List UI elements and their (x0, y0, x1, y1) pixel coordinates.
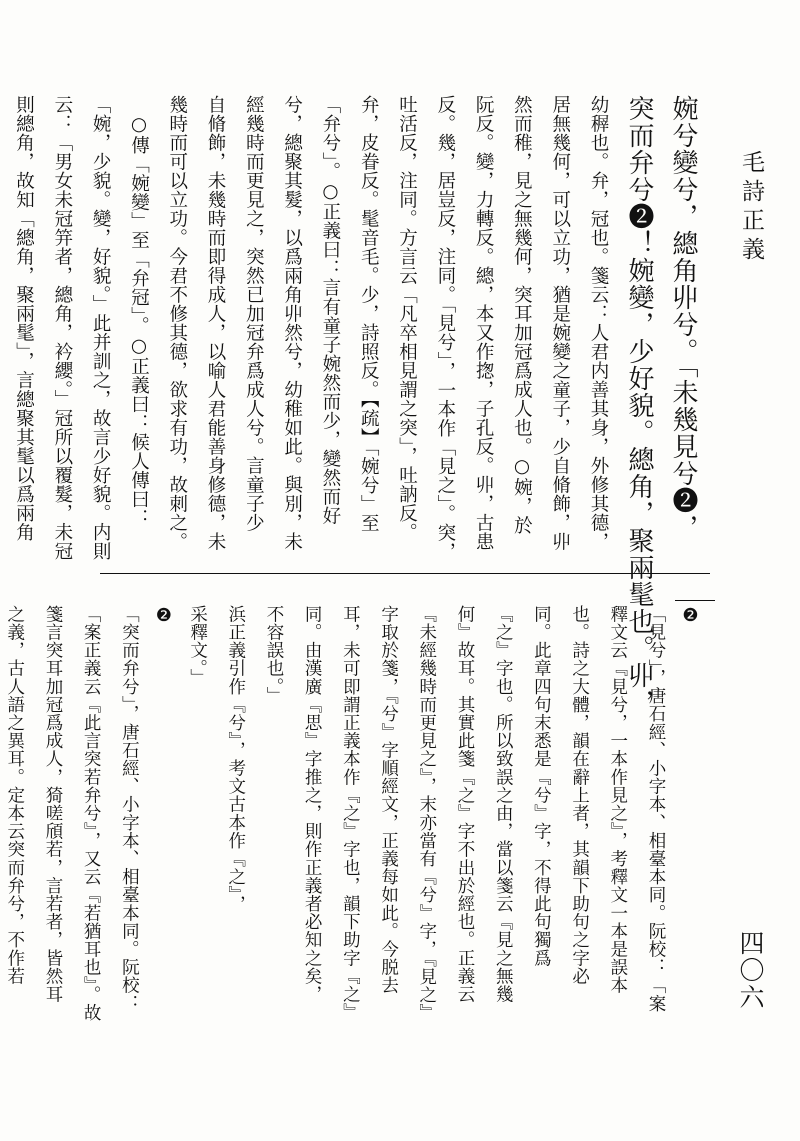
main-text-column: 幼稺也。弁，冠也。箋云：人君内善其身，外修其德， (588, 95, 609, 551)
note-column: ❷ (153, 605, 175, 627)
margin-divider (675, 600, 715, 601)
note-column: 同。由漢廣『思』字推之，則作正義者必知之矣， (302, 605, 323, 1004)
note-column: 箋言突耳加冠爲成人，猗嗟頎若，言若者，皆然耳 (42, 605, 63, 1004)
section-divider (100, 573, 710, 574)
main-text-column: 突而弁兮❷！婉變，少好貌。總角，聚兩髦也。丱， (624, 95, 654, 716)
note-column: 「突而弁兮」，唐石經、小字本、相臺本同。阮校： (119, 605, 140, 1013)
main-text-column: 然而稚，見之無幾何，突耳加冠爲成人也。○婉，於 (511, 95, 533, 535)
main-text-column: 「弁兮」。○正義曰：言有童子婉然而少，變然而好 (319, 95, 341, 526)
main-text-column: 吐活反，注同。方言云「凡卒相見謂之突」，吐訥反。 (396, 95, 418, 542)
note-column: ❷ (680, 605, 701, 627)
note-column: 「見兮」，唐石經、小字本、相臺本同。阮校：「案 (646, 605, 666, 1013)
main-text-column: ○傳「婉變」至「弁冠」。○正義曰：候人傳曰： (128, 113, 150, 528)
note-column: 『之』字也。所以致誤之由，當以箋云『見之無幾 (493, 605, 514, 1004)
note-column: 釋文云『見兮，一本作見之』，考釋文一本是誤本 (607, 605, 628, 995)
main-text-column: 云：「男女未冠笄者，總角，衿纓。」冠所以覆髮，未冠 (51, 95, 73, 561)
note-column: 浜正義引作『兮』，考文古本作『之』， (225, 605, 246, 914)
note-column: 「案正義云『此言突若弁兮』，又云『若猶耳也』。故 (81, 605, 102, 1022)
note-column: 之義，古人語之異耳。定本云突而弁兮，不作若 (4, 605, 25, 986)
note-column: 采釋文。」 (187, 605, 208, 687)
main-text-column: 經幾時而更見之，突然已加冠弁爲成人兮。言童子少 (243, 95, 265, 532)
note-column: 同。此章四句末悉是『兮』字，不得此句獨爲 (531, 605, 552, 967)
main-text-column: 弁，皮眷反。髦音毛。少，詩照反。【疏】「婉兮」至 (358, 95, 380, 533)
note-column: 何』故耳。其實此箋『之』字不出於經也。正義云 (454, 605, 475, 1004)
main-text-column: 阮反。變，力轉反。總，本又作揔，子孔反。丱，古患 (473, 95, 495, 551)
main-text-column (0, 95, 4, 563)
main-text-column: 反。幾，居豈反，注同。「見兮」，一本作「見之」。突， (434, 95, 456, 562)
main-text-column: 婉兮變兮，總角丱兮。「未幾見兮❷， (668, 95, 698, 541)
main-text-column: 幾時而可以立功。今君不修其德，欲求有功，故刺之。 (166, 95, 188, 551)
page-number: 四〇六 (736, 930, 765, 1011)
note-column: 也。詩之大體，韻在辭上者，其韻下助句之字必 (569, 605, 590, 986)
main-text-column: 則總角，故知「總角，聚兩髦」，言總聚其髦以爲兩角 (13, 95, 35, 542)
main-text-column: 自脩飾，未幾時而即得成人，以喻人君能善身修德，未 (205, 95, 227, 551)
main-text-column: 兮，總聚其髮，以爲兩角丱然兮，幼稚如此。與別，未 (281, 95, 303, 551)
main-text-column: 居無幾何，可以立功，猶是婉變之童子，少自脩飾，丱 (549, 95, 571, 551)
note-column: 字取於箋，『兮』字順經文，正義每如此。今脱去 (378, 605, 399, 995)
note-column: 不容誤也。」 (263, 605, 284, 705)
collation-notes-block (4, 605, 705, 1073)
main-text-column: 「婉，少貌。變，好貌。」此并訓之，故言少好貌。内則 (90, 95, 112, 561)
running-header: 毛詩正義 (738, 150, 764, 266)
note-column: 耳，未可即謂正義本作『之』字也，韻下助字『之』 (340, 605, 361, 1022)
note-column: 『未經幾時而更見之』，末亦當有『兮』字，『見之』 (416, 605, 437, 1022)
